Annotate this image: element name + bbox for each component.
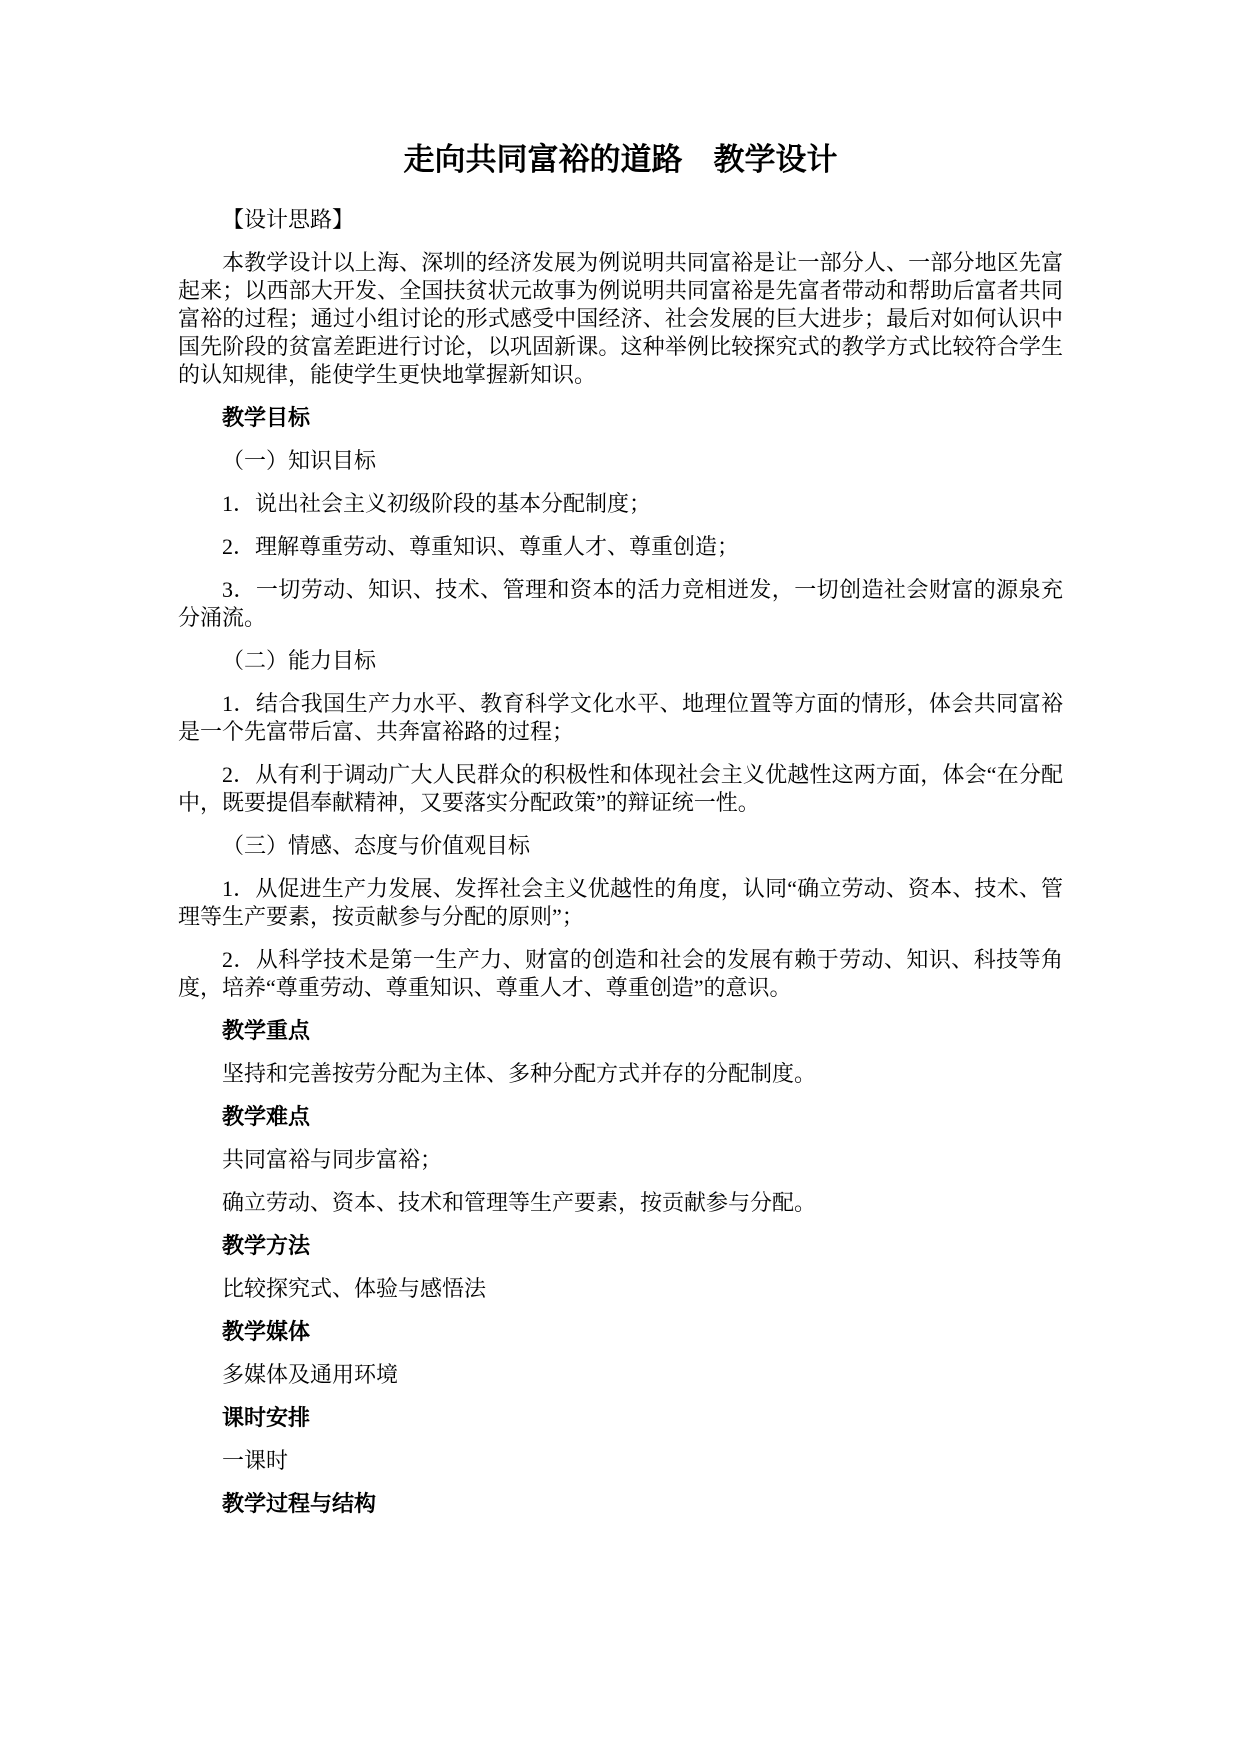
emotion-goal-item-2: 2．从科学技术是第一生产力、财富的创造和社会的发展有赖于劳动、知识、科技等角度，培养“尊重劳动、尊重知识、尊重人才、尊重创造”的意识。 <box>178 947 1063 1000</box>
design-idea-paragraph: 本教学设计以上海、深圳的经济发展为例说明共同富裕是让一部分人、一部分地区先富起来；以西部大开发、全国扶贫状元故事为例说明共同富裕是先富者带动和帮助后富者共同富裕的过程；通过小组讨论的形式感受中国经济、社会发展的巨大进步；最后对如何认识中国先阶段的贫富差距进行讨论，以巩固新课。这种举例比较探究式的教学方式比较符合学生的认知规律，能使学生更快地掌握新知识。 <box>178 250 1063 387</box>
ability-goal-item-1: 1．结合我国生产力水平、教育科学文化水平、地理位置等方面的情形，体会共同富裕是一个先富带后富、共奔富裕路的过程； <box>178 691 1063 744</box>
heading-teaching-methods: 教学方法 <box>222 1233 311 1258</box>
heading-class-schedule: 课时安排 <box>222 1405 311 1430</box>
class-schedule-paragraph: 一课时 <box>222 1448 289 1473</box>
document-title: 走向共同富裕的道路 教学设计 <box>403 142 838 177</box>
ability-goal-item-2: 2．从有利于调动广大人民群众的积极性和体现社会主义优越性这两方面，体会“在分配中，既要提倡奉献精神，又要落实分配政策”的辩证统一性。 <box>178 762 1063 815</box>
subheading-emotion-value-goals: （三）情感、态度与价值观目标 <box>222 833 531 858</box>
subheading-ability-goals: （二）能力目标 <box>222 648 377 673</box>
teaching-media-paragraph: 多媒体及通用环境 <box>222 1362 399 1387</box>
teaching-focus-paragraph: 坚持和完善按劳分配为主体、多种分配方式并存的分配制度。 <box>222 1061 817 1086</box>
teaching-methods-paragraph: 比较探究式、体验与感悟法 <box>222 1276 487 1301</box>
heading-teaching-process: 教学过程与结构 <box>222 1491 377 1516</box>
design-idea-label: 【设计思路】 <box>222 207 355 232</box>
heading-teaching-difficulties: 教学难点 <box>222 1104 311 1129</box>
heading-teaching-media: 教学媒体 <box>222 1319 311 1344</box>
knowledge-goal-item-3: 3．一切劳动、知识、技术、管理和资本的活力竞相迸发，一切创造社会财富的源泉充分涌流。 <box>178 577 1063 630</box>
knowledge-goal-item-1: 1．说出社会主义初级阶段的基本分配制度； <box>222 491 652 516</box>
heading-teaching-objectives: 教学目标 <box>222 405 311 430</box>
teaching-difficulty-item-2: 确立劳动、资本、技术和管理等生产要素，按贡献参与分配。 <box>222 1190 817 1215</box>
knowledge-goal-item-2: 2．理解尊重劳动、尊重知识、尊重人才、尊重创造； <box>222 534 740 559</box>
emotion-goal-item-1: 1．从促进生产力发展、发挥社会主义优越性的角度，认同“确立劳动、资本、技术、管理等生产要素，按贡献参与分配的原则”； <box>178 876 1063 929</box>
subheading-knowledge-goals: （一）知识目标 <box>222 448 377 473</box>
teaching-difficulty-item-1: 共同富裕与同步富裕； <box>222 1147 443 1172</box>
heading-teaching-focus: 教学重点 <box>222 1018 311 1043</box>
